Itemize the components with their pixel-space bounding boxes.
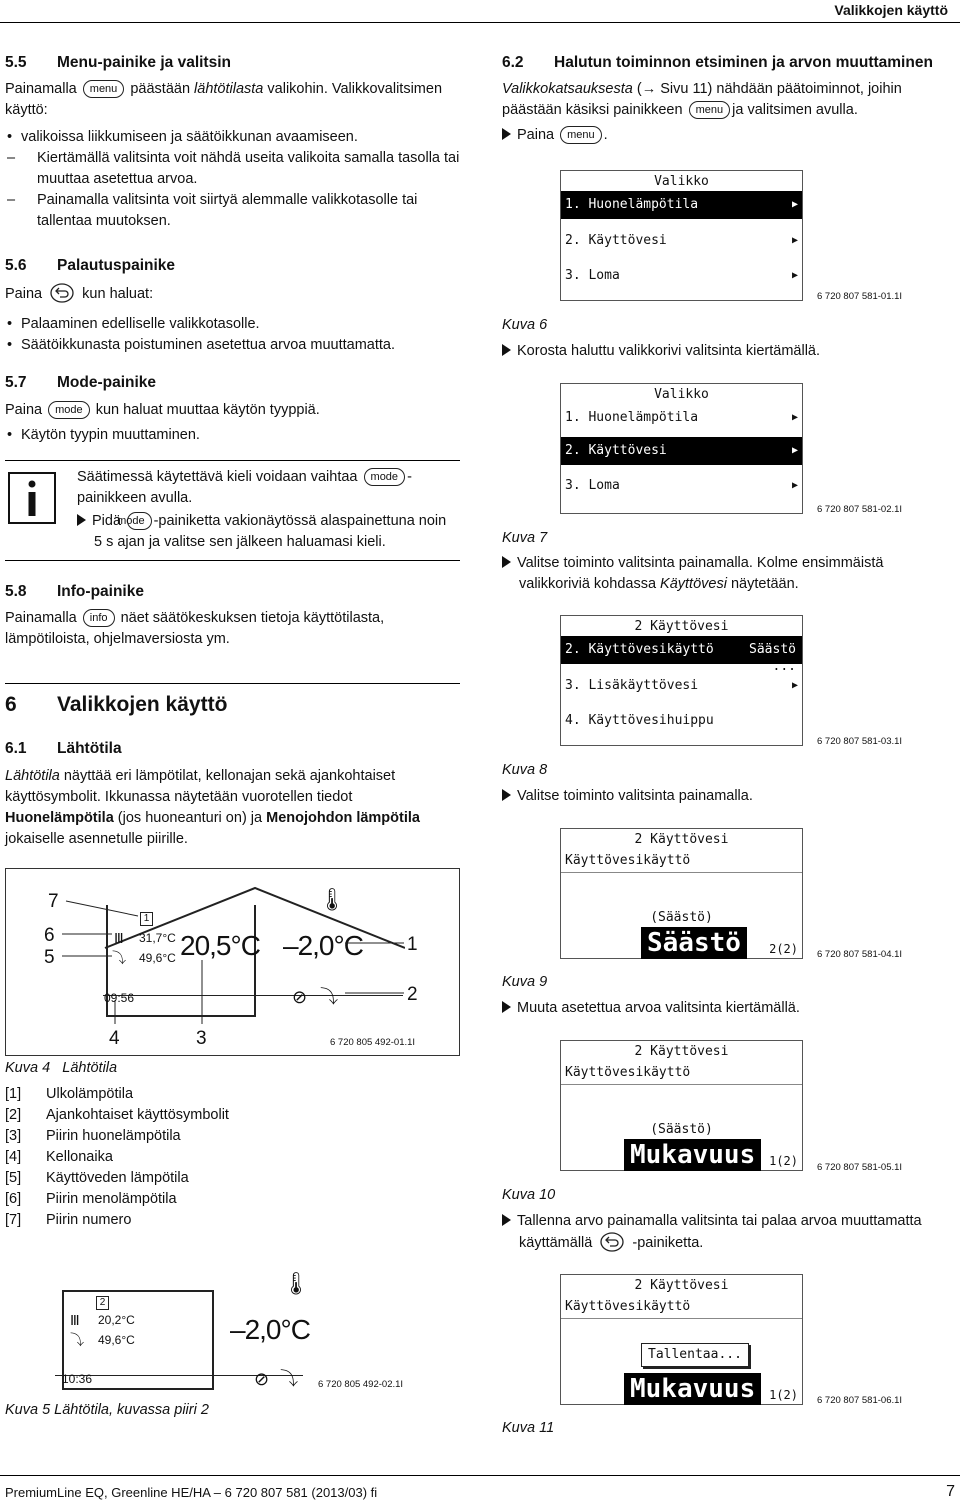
menu-key-icon: menu — [560, 126, 602, 144]
menu-row[interactable]: 3. Lisäkäyttövesi ▶ — [565, 678, 798, 693]
figure-6-caption: Kuva 6 — [502, 317, 548, 333]
dhw-temp: 49,6°C — [98, 1333, 135, 1347]
running-header: Valikkojen käyttö — [834, 2, 948, 18]
page-indicator: 2(2) — [769, 942, 798, 956]
figure-9-screen — [560, 828, 803, 959]
list-item: • Palaaminen edelliselle valikkotasolle. — [5, 314, 460, 335]
figure-4-id: 6 720 805 492-01.1I — [330, 1037, 416, 1048]
dhw-tap-icon: ⤵ — [280, 1369, 298, 1389]
footer-text: PremiumLine EQ, Greenline HE/HA – 6 720 807 581 (2013/03) fi — [5, 1485, 378, 1500]
menu-row[interactable]: 2. Käyttövesikäyttö Säästö — [561, 636, 802, 664]
thermometer-icon: 🌡︎ — [282, 1271, 310, 1296]
section-5-7-title: 5.7 Mode-painike — [5, 374, 157, 391]
flow-temp: 31,7°C — [139, 931, 176, 945]
figure-8-id: 6 720 807 581-03.1I — [817, 736, 903, 747]
menu-row[interactable]: 4. Käyttövesihuippu — [565, 713, 714, 728]
sub-title: Käyttövesikäyttö — [561, 849, 802, 873]
step-arrow-icon — [502, 1001, 511, 1013]
clock-time: 10:36 — [62, 1372, 93, 1386]
page-number: 7 — [946, 1483, 955, 1500]
step-arrow-icon — [502, 556, 511, 568]
figure-11-caption: Kuva 11 — [502, 1420, 555, 1436]
tap-icon: ⤵ — [112, 950, 126, 966]
figure-11-screen — [560, 1274, 803, 1405]
menu-row[interactable]: 2. Käyttövesi ▶ — [565, 233, 798, 248]
legend-item: [1] Ulkolämpötila — [5, 1086, 134, 1102]
section-5-5-body: Painamalla menu päästään lähtötilasta valikohin. Valikkovalitsimen käyttö: • valikoissa liikkumiseen ja säätöikkunan avaamiseen. – Kiertämällä valitsinta voit nähdä useita valikoita samalla tasolla tai muuttaa asetettua arvoa. – Painamalla valitsinta voit siirtyä alemmalle valikkotasolle tai tallentaa muutoksen. — [5, 79, 460, 232]
screen-title: Valikko — [654, 174, 709, 189]
footer-rule — [0, 1475, 960, 1476]
figure-7-screen — [560, 383, 803, 514]
figure-5-id: 6 720 805 492-02.1I — [318, 1379, 404, 1390]
callout-4: 4 — [109, 1028, 120, 1049]
circuit-number: 1 — [140, 912, 153, 926]
figure-6-id: 6 720 807 581-01.1I — [817, 291, 903, 302]
page-indicator: 1(2) — [769, 1388, 798, 1402]
section-6-2-body: Valikkokatsauksesta (→ Sivu 11) nähdään päätoiminnot, joihin päästään käsiksi painikkeen menu ja valitsimen avulla. Paina menu . — [502, 81, 902, 144]
menu-key-icon: menu — [689, 101, 731, 119]
list-item: – Painamalla valitsinta voit siirtyä alemmalle valikkotasolle tai tallentaa muutoksen. — [5, 190, 460, 232]
pump-icon: ⊘ — [254, 1369, 270, 1389]
step-arrow-icon — [502, 1214, 511, 1226]
tap-icon: ⤵ — [70, 1332, 84, 1348]
selected-value[interactable]: Säästö — [641, 927, 747, 959]
legend-item: [2] Ajankohtaiset käyttösymbolit — [5, 1107, 229, 1124]
mode-key-icon: mode — [127, 512, 152, 530]
legend-item: [4] Kellonaika — [5, 1149, 113, 1166]
dhw-tap-icon: ⤵ — [320, 987, 338, 1007]
outdoor-temp: –2,0°C — [230, 1314, 310, 1345]
callout-3: 3 — [196, 1028, 207, 1049]
callout-6: 6 — [44, 925, 55, 946]
section-6-1-body: Lähtötila näyttää eri lämpötilat, kellonajan sekä ajankohtaiset käyttösymbolit. Ikkunassa näytetään vuorotellen tiedot Huonelämpötila (jos huoneanturi on) ja Menojohdon lämpötila jokaiselle asennetulle piirille. — [5, 768, 420, 848]
menu-row[interactable]: 1. Huonelämpötila ▶ — [561, 191, 802, 219]
figure-6-step: Korosta haluttu valikkorivi valitsinta kiertämällä. — [502, 341, 820, 362]
radiator-icon: Ⅲ — [70, 1312, 80, 1328]
sub-title: Käyttövesikäyttö — [561, 1295, 802, 1319]
page-indicator: 1(2) — [769, 1154, 798, 1168]
figure-7-id: 6 720 807 581-02.1I — [817, 504, 903, 515]
section-5-5-title: 5.5 Menu-painike ja valitsin — [5, 54, 231, 71]
circuit-number: 2 — [96, 1296, 109, 1310]
radiator-icon: Ⅲ — [114, 930, 124, 946]
list-item: • valikoissa liikkumiseen ja säätöikkunan avaamiseen. — [5, 127, 460, 148]
screen-title: 2 Käyttövesi — [634, 832, 729, 847]
room-temp: 20,5°C — [180, 930, 260, 961]
figure-8-caption: Kuva 8 — [502, 762, 548, 778]
section-5-6-body: Paina kun haluat: • Palaaminen edelliselle valikkotasolle. • Säätöikkunasta poistuminen asetettua arvoa muuttamatta. — [5, 283, 460, 356]
legend-item: [5] Käyttöveden lämpötila — [5, 1170, 189, 1187]
step-arrow-icon — [502, 344, 511, 356]
section-5-8-title: 5.8 Info-painike — [5, 583, 144, 600]
clock-time: 09:56 — [104, 991, 135, 1005]
mode-key-icon: mode — [364, 468, 406, 486]
screen-title: 2 Käyttövesi — [634, 1278, 729, 1293]
current-value: (Säästö) — [650, 1122, 713, 1137]
figure-5-caption: Kuva 5 Lähtötila, kuvassa piiri 2 — [5, 1402, 209, 1418]
dhw-temp: 49,6°C — [139, 951, 176, 965]
menu-row[interactable]: 2. Käyttövesi ▶ — [561, 437, 802, 465]
saving-popup: Tallentaa... — [641, 1343, 749, 1367]
figure-8-step: Valitse toiminto valitsinta painamalla. — [502, 786, 753, 807]
callout-7: 7 — [48, 891, 59, 912]
info-box-text: Säätimessä käytettävä kieli voidaan vaihtaa mode -painikkeen avulla. Pidä mode -painiketta vakionäytössä alaspainettuna noin 5 s ajan ja valitse sen jälkeen haluamasi kieli. — [77, 469, 447, 551]
figure-9-id: 6 720 807 581-04.1I — [817, 949, 903, 960]
menu-row[interactable]: 3. Loma ▶ — [565, 268, 798, 283]
figure-10-step: Tallenna arvo painamalla valitsinta tai palaa arvoa muuttamatta käyttämällä -painiketta. — [502, 1211, 942, 1259]
menu-row[interactable]: 1. Huonelämpötila ▶ — [565, 410, 798, 425]
selected-value[interactable]: Mukavuus — [624, 1373, 761, 1405]
more-indicator: ... — [772, 659, 796, 674]
figure-10-id: 6 720 807 581-05.1I — [817, 1162, 903, 1173]
section-5-7-body: Paina mode kun haluat muuttaa käytön tyyppiä. • Käytön tyypin muuttaminen. — [5, 400, 460, 446]
screen-title: 2 Käyttövesi — [634, 619, 729, 634]
list-item: • Käytön tyypin muuttaminen. — [5, 425, 460, 446]
screen-title: Valikko — [654, 387, 709, 402]
thermometer-icon: 🌡︎ — [318, 887, 346, 912]
info-key-icon: info — [83, 609, 115, 627]
figure-10-screen — [560, 1040, 803, 1171]
section-6-2-title: 6.2 Halutun toiminnon etsiminen ja arvon muuttaminen — [502, 54, 933, 71]
flow-temp: 20,2°C — [98, 1313, 135, 1327]
step-arrow-icon — [502, 789, 511, 801]
pump-icon: ⊘ — [292, 987, 308, 1007]
section-5-8-body: Painamalla info näet säätökeskuksen tietoja käyttötilasta, lämpötiloista, ohjelmaversiosta ym. — [5, 610, 385, 648]
menu-row[interactable]: 3. Loma ▶ — [565, 478, 798, 493]
figure-7-caption: Kuva 7 — [502, 530, 548, 546]
figure-4-legend — [5, 1084, 305, 1231]
section-5-6-title: 5.6 Palautuspainike — [5, 257, 176, 274]
chapter-title: 6 Valikkojen käyttö — [5, 693, 228, 716]
legend-item: [7] Piirin numero — [5, 1212, 132, 1229]
callout-2: 2 — [407, 984, 418, 1005]
list-item: • Säätöikkunasta poistuminen asetettua arvoa muuttamatta. — [5, 335, 460, 356]
figure-8-screen — [560, 615, 803, 746]
mode-key-icon: mode — [48, 401, 90, 419]
callout-5: 5 — [44, 947, 55, 968]
legend-item: [3] Piirin huonelämpötila — [5, 1128, 181, 1145]
callout-1: 1 — [407, 934, 418, 955]
step-arrow-icon — [502, 128, 511, 140]
figure-6-screen — [560, 170, 803, 301]
current-value: (Säästö) — [650, 910, 713, 925]
figure-9-step: Muuta asetettua arvoa valitsinta kiertämällä. — [502, 998, 800, 1019]
figure-7-step: Valitse toiminto valitsinta painamalla. Kolme ensimmäistä valikkoriviä kohdassa Käyttövesi näytetään. — [502, 553, 957, 595]
selected-value[interactable]: Mukavuus — [624, 1139, 761, 1171]
section-6-1-title: 6.1 Lähtötila — [5, 740, 122, 757]
figure-11-id: 6 720 807 581-06.1I — [817, 1395, 903, 1406]
legend-item: [6] Piirin menolämpötila — [5, 1191, 177, 1208]
screen-title: 2 Käyttövesi — [634, 1044, 729, 1059]
outdoor-temp: –2,0°C — [283, 930, 363, 961]
figure-10-caption: Kuva 10 — [502, 1187, 556, 1203]
sub-title: Käyttövesikäyttö — [561, 1061, 802, 1085]
menu-key-icon: menu — [83, 80, 125, 98]
figure-9-caption: Kuva 9 — [502, 974, 548, 990]
figure-4-caption: Kuva 4 Lähtötila — [5, 1060, 118, 1076]
back-key-icon — [600, 1232, 624, 1259]
list-item: – Kiertämällä valitsinta voit nähdä useita valikoita samalla tasolla tai muuttaa asetettua arvoa. — [5, 148, 460, 190]
